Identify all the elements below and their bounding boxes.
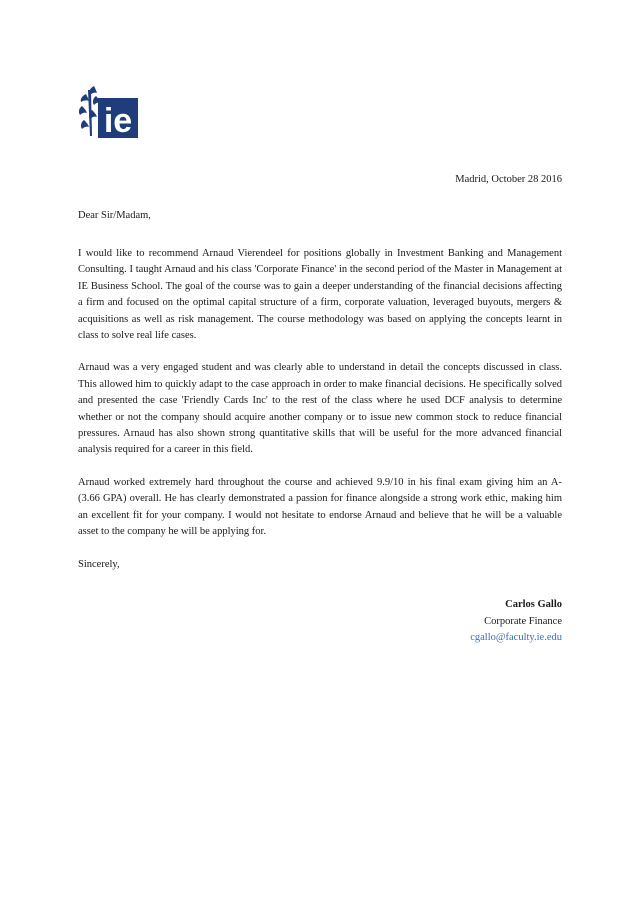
signer-title: Corporate Finance [484,615,562,627]
closing: Sincerely, [78,558,120,570]
salutation: Dear Sir/Madam, [78,210,151,221]
ie-logo [76,84,140,138]
letter-body [78,246,562,589]
paragraph-3: Arnaud worked extremely hard throughout the course and achieved 9.9/10 in his final exam giving him an A- (3.66 GPA) overall. He has clearly demonstrated a passion for finance alongside a strong work ethic, making him an excellent fit for your company. I would not hesitate to endorse Arnaud and believe that he will be a valuable asset to the company he will be applying for. [78,476,562,538]
signature-block [470,597,562,647]
logo-figure-icon [79,86,100,136]
logo-text: ie [103,102,133,138]
paragraph-1: I would like to recommend Arnaud Vierendeel for positions globally in Investment Banking and Management Consulting. I taught Arnaud and his class 'Corporate Finance' in the second period of the Master in Management at IE Business School. The goal of the course was to gain a deeper understanding of the financial decisions affecting a firm and focused on the optimal capital structure of a firm, corporate valuation, leveraged buyouts, mergers & acquisitions as well as risk management. The course methodology was based on applying the concepts learnt in class to solve real life cases. [78,248,562,342]
signer-name: Carlos Gallo [505,599,562,610]
signer-email-link[interactable]: cgallo@faculty.ie.edu [470,632,562,643]
paragraph-2: Arnaud was a very engaged student and was clearly able to understand in detail the concepts discussed in class. This allowed him to quickly adapt to the case approach in order to make financial decisions. He specifically solved and presented the case 'Friendly Cards Inc' to the rest of the class where he used DCF analysis to determine whether or not the company should acquire another company or to issue new common stock to reduce financial pressures. Arnaud has also shown strong quantitative skills that will be useful for the more advanced financial analysis required for a career in this field. [78,362,562,456]
letter-date: Madrid, October 28 2016 [455,174,562,185]
